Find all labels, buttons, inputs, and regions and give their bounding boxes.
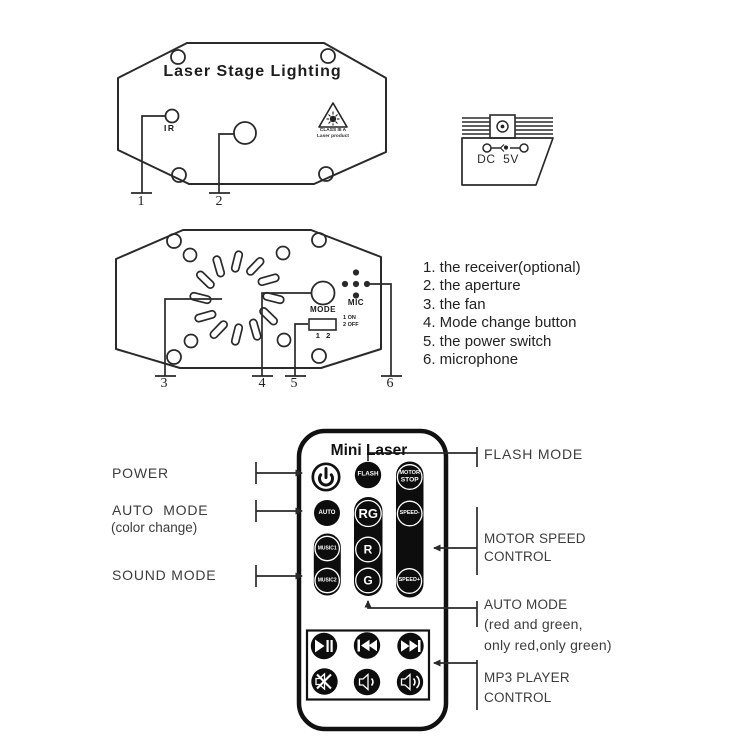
parts-list-item: 4. Mode change button (423, 314, 577, 332)
mp3-panel (307, 631, 429, 700)
mic-label: MIC (347, 298, 365, 307)
switch-on-label: 1 ON (343, 315, 356, 321)
mp3-callout-label2: CONTROL (484, 690, 552, 705)
callout-number-6: 6 (386, 376, 394, 391)
parts-list-item: 5. the power switch (423, 332, 552, 350)
mode-label: MODE (310, 305, 336, 314)
speed-minus-button-label: SPEED- (399, 509, 420, 516)
remote-title: Mini Laser (330, 441, 408, 459)
flash-mode-callout-label: FLASH MODE (484, 446, 584, 462)
callout-line-6 (368, 284, 402, 376)
parts-list-item: 3. the fan (423, 295, 486, 313)
callout-number-1: 1 (137, 194, 145, 209)
power-callout-label: POWER (112, 465, 169, 481)
callout-number-3: 3 (160, 376, 168, 391)
auto-button-label: AUTO (318, 509, 336, 516)
parts-list-item: 1. the receiver(optional) (423, 259, 581, 276)
callout-number-5: 5 (290, 376, 298, 391)
music1-button-label: MUSIC1 (317, 544, 337, 551)
music2-button-label: MUSIC2 (317, 576, 337, 583)
flash-button-label: FLASH (357, 470, 379, 478)
g-button-label: G (363, 573, 373, 588)
top-device-title: Laser Stage Lighting (163, 63, 342, 80)
auto-mode-callout-sublabel: (color change) (111, 520, 198, 535)
motor-speed-callout-label2: CONTROL (484, 549, 552, 564)
dc-5v-label: DC 5V (477, 152, 519, 166)
callout-number-4: 4 (258, 376, 266, 391)
motor-stop-button-label: MOTOR (399, 469, 421, 476)
r-button-label: R (363, 542, 373, 557)
speed-plus-button-label: SPEED+ (398, 577, 421, 584)
power-switch-icon (309, 319, 336, 330)
switch-numbers-label: 1 2 (315, 331, 331, 340)
auto-mode2-callout-label3: only red,only green) (484, 637, 612, 653)
mp3-callout-label: MP3 PLAYER (484, 670, 570, 685)
ir-label: IR (164, 123, 176, 133)
callout-line-1 (131, 116, 165, 193)
aperture-icon (234, 122, 256, 144)
motor-speed-callout-label: MOTOR SPEED (484, 531, 586, 546)
parts-list-item: 6. microphone (423, 351, 519, 368)
ir-receiver-icon (166, 110, 179, 123)
auto-mode2-callout-label2: (red and green, (484, 616, 583, 632)
motor-stop-button-label2: STOP (400, 476, 419, 484)
sound-mode-callout-label: SOUND MODE (112, 567, 217, 583)
mic-dots-icon (342, 269, 370, 298)
laser-warning-icon (319, 103, 347, 127)
laser-warning-class-label: CLASS III A (319, 128, 347, 133)
fan-slots (184, 247, 291, 348)
mode-button-icon (312, 282, 335, 305)
power-button-icon (313, 464, 339, 490)
polarity-icon (483, 144, 528, 152)
rg-button-label: RG (358, 505, 378, 521)
callout-number-2: 2 (215, 194, 223, 209)
auto-mode-callout-label: AUTO MODE (112, 502, 209, 518)
laser-warning-product-label: Laser product (317, 134, 349, 139)
auto-mode2-callout-label: AUTO MODE (484, 597, 568, 612)
dc-jack-icon (462, 115, 553, 185)
switch-off-label: 2 OFF (343, 322, 359, 328)
parts-list-item: 2. the aperture (423, 277, 521, 295)
